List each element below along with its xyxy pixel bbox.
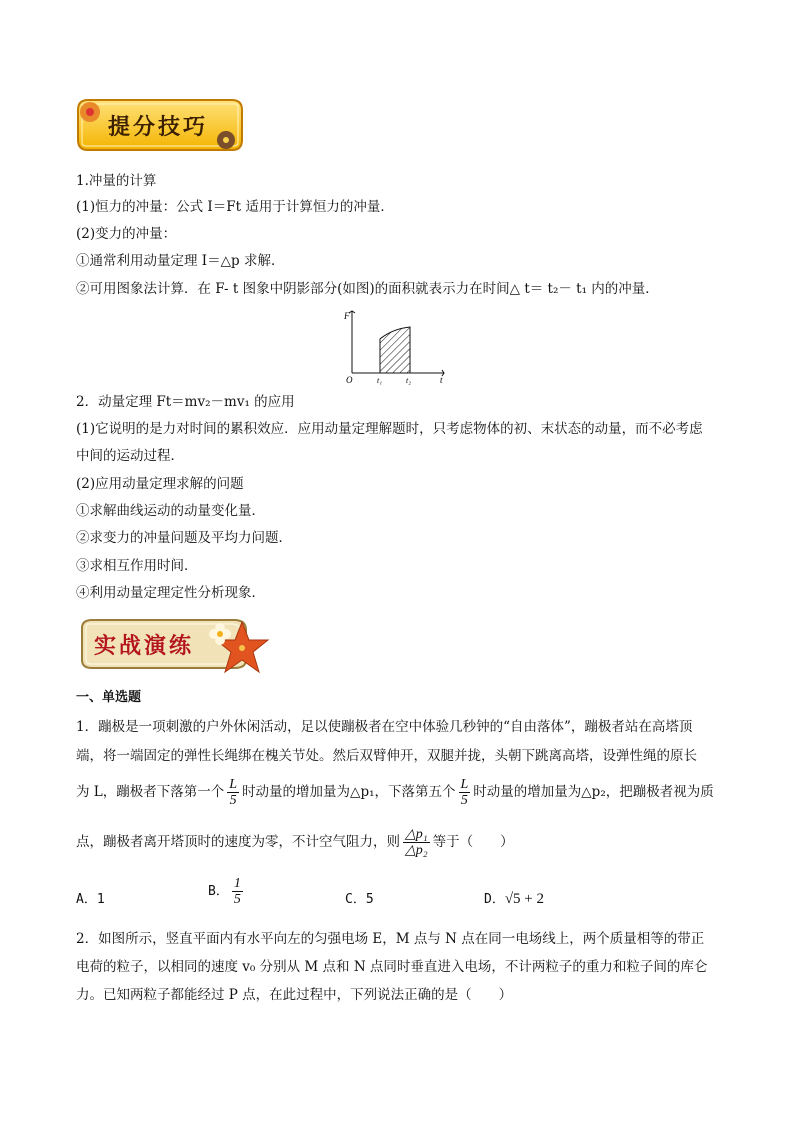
option-d-expression: √5 + 2: [504, 891, 545, 907]
option-a[interactable]: A．1: [76, 892, 105, 907]
q2-line1: 2．如图所示，竖直平面内有水平向左的匀强电场 E，M 点与 N 点在同一电场线上，两个质量相等的带正: [76, 931, 705, 947]
s1-heading: 1.冲量的计算: [76, 173, 157, 189]
s2-sub4: ④利用动量定理定性分析现象．: [76, 585, 265, 601]
s2-sub3: ③求相互作用时间．: [76, 558, 198, 574]
s2-item2: (2)应用动量定理求解的问题: [76, 476, 244, 492]
q1-line4-b: 等于（ ）: [432, 834, 514, 850]
s2-heading: 2．动量定理 Ft＝mv₂－mv₁ 的应用: [76, 394, 295, 410]
option-c[interactable]: C．5: [345, 892, 374, 907]
tips-badge: [74, 96, 246, 154]
fraction-l-over-5: $\frac{L}{5}$: [229, 777, 238, 808]
q1-line4-a: 点，蹦极者离开塔顶时的速度为零，不计空气阻力，则: [76, 834, 400, 850]
practice-badge: [74, 614, 272, 676]
y-axis-label: F: [344, 311, 350, 321]
tips-badge-title: 提分技巧: [108, 115, 209, 140]
fraction-l-over-5-second: $\frac{L}{5}$: [460, 777, 469, 808]
practice-badge-title: 实战演练: [94, 634, 195, 659]
s1-sub2: ②可用图象法计算．在 F- t 图象中阴影部分(如图)的面积就表示力在时间△ t＝ t₂－ t₁ 内的冲量．: [76, 281, 659, 297]
q2-line3: 力。已知两粒子都能经过 P 点，在此过程中，下列说法正确的是（ ）: [76, 987, 513, 1003]
s2-item1-b: 中间的运动过程．: [76, 448, 184, 464]
s1-sub1: ①通常利用动量定理 I＝△p 求解．: [76, 253, 285, 269]
t1-label: t₁: [377, 376, 383, 385]
t2-label: t₂: [406, 376, 412, 385]
option-b-fraction: $\frac{1}{5}$: [233, 876, 241, 907]
s2-sub2: ②求变力的冲量问题及平均力问题．: [76, 530, 292, 546]
q1-line3-b: 时动量的增加量为△p₁，下落第五个: [242, 784, 456, 800]
impulse-graph: [340, 305, 450, 385]
q1-line3-a: 为 L，蹦极者下落第一个: [76, 784, 225, 800]
x-axis-label: t: [440, 375, 443, 385]
q1-line2: 端，将一端固定的弹性长绳绑在槐关节处。然后双臂伸开，双腿并拢，头朝下跳离高塔，设弹性绳的原长: [76, 748, 697, 764]
section-title: 一、单选题: [76, 690, 142, 705]
ratio-fraction: $\frac{\text{△p₁}}{\text{△p₂}}$: [405, 827, 428, 858]
option-d[interactable]: D．√5 + 2: [484, 891, 545, 907]
s2-item1-a: (1)它说明的是力对时间的累积效应．应用动量定理解题时，只考虑物体的初、末状态的动量，而不必考虑: [76, 421, 703, 437]
q1-line4: [76, 822, 514, 862]
shaded-impulse-area: [380, 327, 410, 373]
s1-item1: (1)恒力的冲量：公式 I＝Ft 适用于计算恒力的冲量．: [76, 199, 394, 215]
q2-line2: 电荷的粒子，以相同的速度 v₀ 分别从 M 点和 N 点同时垂直进入电场，不计两粒子的重力和粒子间的库仑: [76, 959, 708, 975]
q1-line3-c: 时动量的增加量为△p₂，把蹦极者视为质: [473, 784, 714, 800]
option-b[interactable]: B． $\frac{1}{5}$: [208, 876, 241, 907]
q1-line3: [76, 772, 714, 812]
s2-sub1: ①求解曲线运动的动量变化量．: [76, 503, 265, 519]
s1-item2: (2)变力的冲量：: [76, 226, 177, 242]
origin-label: O: [346, 375, 353, 385]
q1-line1: 1．蹦极是一项刺激的户外休闲活动，足以使蹦极者在空中体验几秒钟的“自由落体”，蹦极者站在高塔顶: [76, 719, 693, 735]
